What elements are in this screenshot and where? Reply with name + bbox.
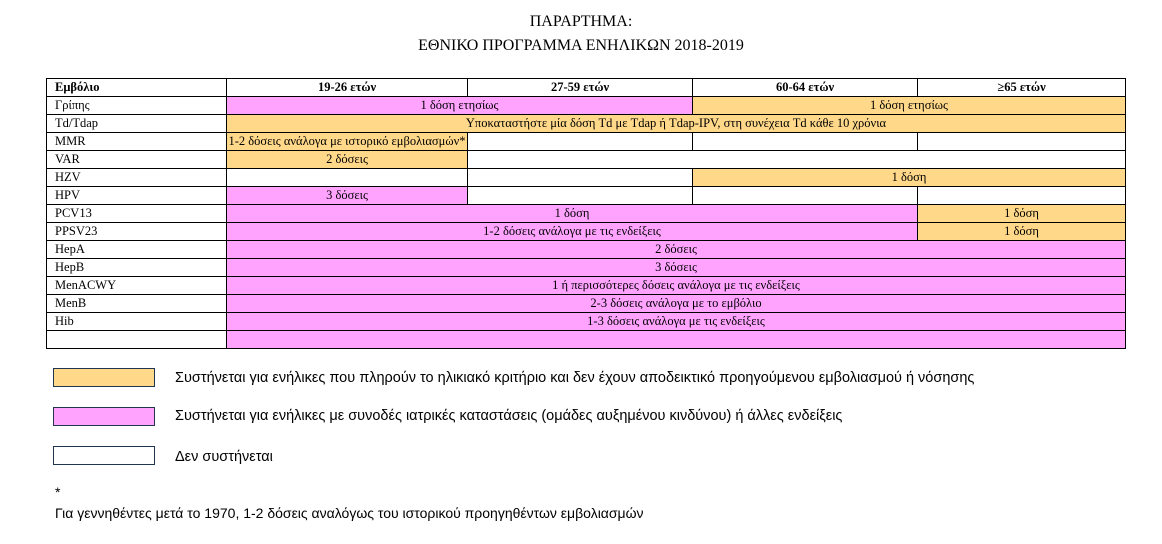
- vaccine-name: Γρίπης: [47, 97, 227, 115]
- table-row: [47, 295, 1126, 313]
- vaccine-name: PPSV23: [47, 223, 227, 241]
- header-age-group: 19-26 ετών: [227, 79, 468, 97]
- schedule-cell: 2-3 δόσεις ανάλογα με το εμβόλιο: [227, 295, 1126, 313]
- table-row: [47, 223, 1126, 241]
- table-row: [47, 133, 1126, 151]
- schedule-cell: 1-3 δόσεις ανάλογα με τις ενδείξεις: [227, 313, 1126, 331]
- header-vaccine: Εμβόλιο: [47, 79, 227, 97]
- table-row: [47, 277, 1126, 295]
- vaccine-name: [47, 331, 227, 349]
- table-row: [47, 313, 1126, 331]
- schedule-cell: [918, 133, 1126, 151]
- schedule-cell: [468, 187, 693, 205]
- table-row: [47, 151, 1126, 169]
- vaccine-name: MMR: [47, 133, 227, 151]
- schedule-cell: 1 δόση ετησίως: [693, 97, 1126, 115]
- schedule-cell: [693, 187, 918, 205]
- vaccine-name: Hib: [47, 313, 227, 331]
- vaccination-schedule-table: [46, 78, 1126, 349]
- schedule-cell: [468, 169, 693, 187]
- legend-swatch-yellow: [53, 368, 155, 387]
- schedule-cell: 1 δόση ετησίως: [227, 97, 693, 115]
- table-row: [47, 169, 1126, 187]
- schedule-cell: [227, 331, 1126, 349]
- schedule-cell: [918, 187, 1126, 205]
- schedule-cell: Υποκαταστήστε μία δόση Td με Tdap ή Tdap-IPV, στη συνέχεια Td κάθε 10 χρόνια: [227, 115, 1126, 133]
- vaccine-name: VAR: [47, 151, 227, 169]
- table-row: [47, 241, 1126, 259]
- vaccine-name: Td/Tdap: [47, 115, 227, 133]
- schedule-cell: 1 δόση: [918, 223, 1126, 241]
- schedule-cell: [693, 133, 918, 151]
- table-row: [47, 205, 1126, 223]
- vaccine-name: MenACWY: [47, 277, 227, 295]
- vaccine-name: HPV: [47, 187, 227, 205]
- vaccine-name: HepB: [47, 259, 227, 277]
- schedule-cell: [468, 133, 693, 151]
- table-row: [47, 187, 1126, 205]
- schedule-cell: 1 δόση: [227, 205, 918, 223]
- footnote-marker: *: [55, 484, 61, 500]
- schedule-cell: 1 δόση: [918, 205, 1126, 223]
- legend-text-yellow: Συστήνεται για ενήλικες που πληρούν το ηλικιακό κριτήριο και δεν έχουν αποδεικτικό προηγούμενου εμβολιασμού ή νόσησης: [175, 370, 975, 386]
- vaccine-name: MenB: [47, 295, 227, 313]
- schedule-cell: 2 δόσεις: [227, 151, 468, 169]
- vaccine-name: HZV: [47, 169, 227, 187]
- table-row: [47, 331, 1126, 349]
- page-title-line2: ΕΘΝΙΚΟ ΠΡΟΓΡΑΜΜΑ ΕΝΗΛΙΚΩΝ 2018-2019: [418, 37, 744, 54]
- vaccine-name: HepA: [47, 241, 227, 259]
- legend-text-pink: Συστήνεται για ενήλικες με συνοδές ιατρικές καταστάσεις (ομάδες αυξημένου κινδύνου) ή άλλες ενδείξεις: [175, 408, 843, 424]
- schedule-cell: [468, 151, 1126, 169]
- schedule-cell: [227, 169, 468, 187]
- table-row: [47, 97, 1126, 115]
- page-title-line1: ΠΑΡΑΡΤΗΜΑ:: [529, 13, 633, 30]
- schedule-cell: 3 δόσεις: [227, 259, 1126, 277]
- table-row: [47, 259, 1126, 277]
- schedule-cell: 1-2 δόσεις ανάλογα με τις ενδείξεις: [227, 223, 918, 241]
- header-age-group: ≥65 ετών: [918, 79, 1126, 97]
- schedule-cell: 1 ή περισσότερες δόσεις ανάλογα με τις ενδείξεις: [227, 277, 1126, 295]
- table-row: [47, 115, 1126, 133]
- vaccine-name: PCV13: [47, 205, 227, 223]
- legend-swatch-white: [53, 446, 155, 465]
- schedule-cell: 3 δόσεις: [227, 187, 468, 205]
- schedule-cell: 1-2 δόσεις ανάλογα με ιστορικό εμβολιασμών*: [227, 133, 468, 151]
- table-header-row: [47, 79, 1126, 97]
- schedule-cell: 1 δόση: [693, 169, 1126, 187]
- footnote-text: Για γεννηθέντες μετά το 1970, 1-2 δόσεις αναλόγως του ιστορικού προηγηθέντων εμβολιασμών: [55, 505, 644, 521]
- header-age-group: 27-59 ετών: [468, 79, 693, 97]
- schedule-cell: 2 δόσεις: [227, 241, 1126, 259]
- header-age-group: 60-64 ετών: [693, 79, 918, 97]
- legend-text-white: Δεν συστήνεται: [175, 449, 273, 465]
- legend-swatch-pink: [53, 407, 155, 426]
